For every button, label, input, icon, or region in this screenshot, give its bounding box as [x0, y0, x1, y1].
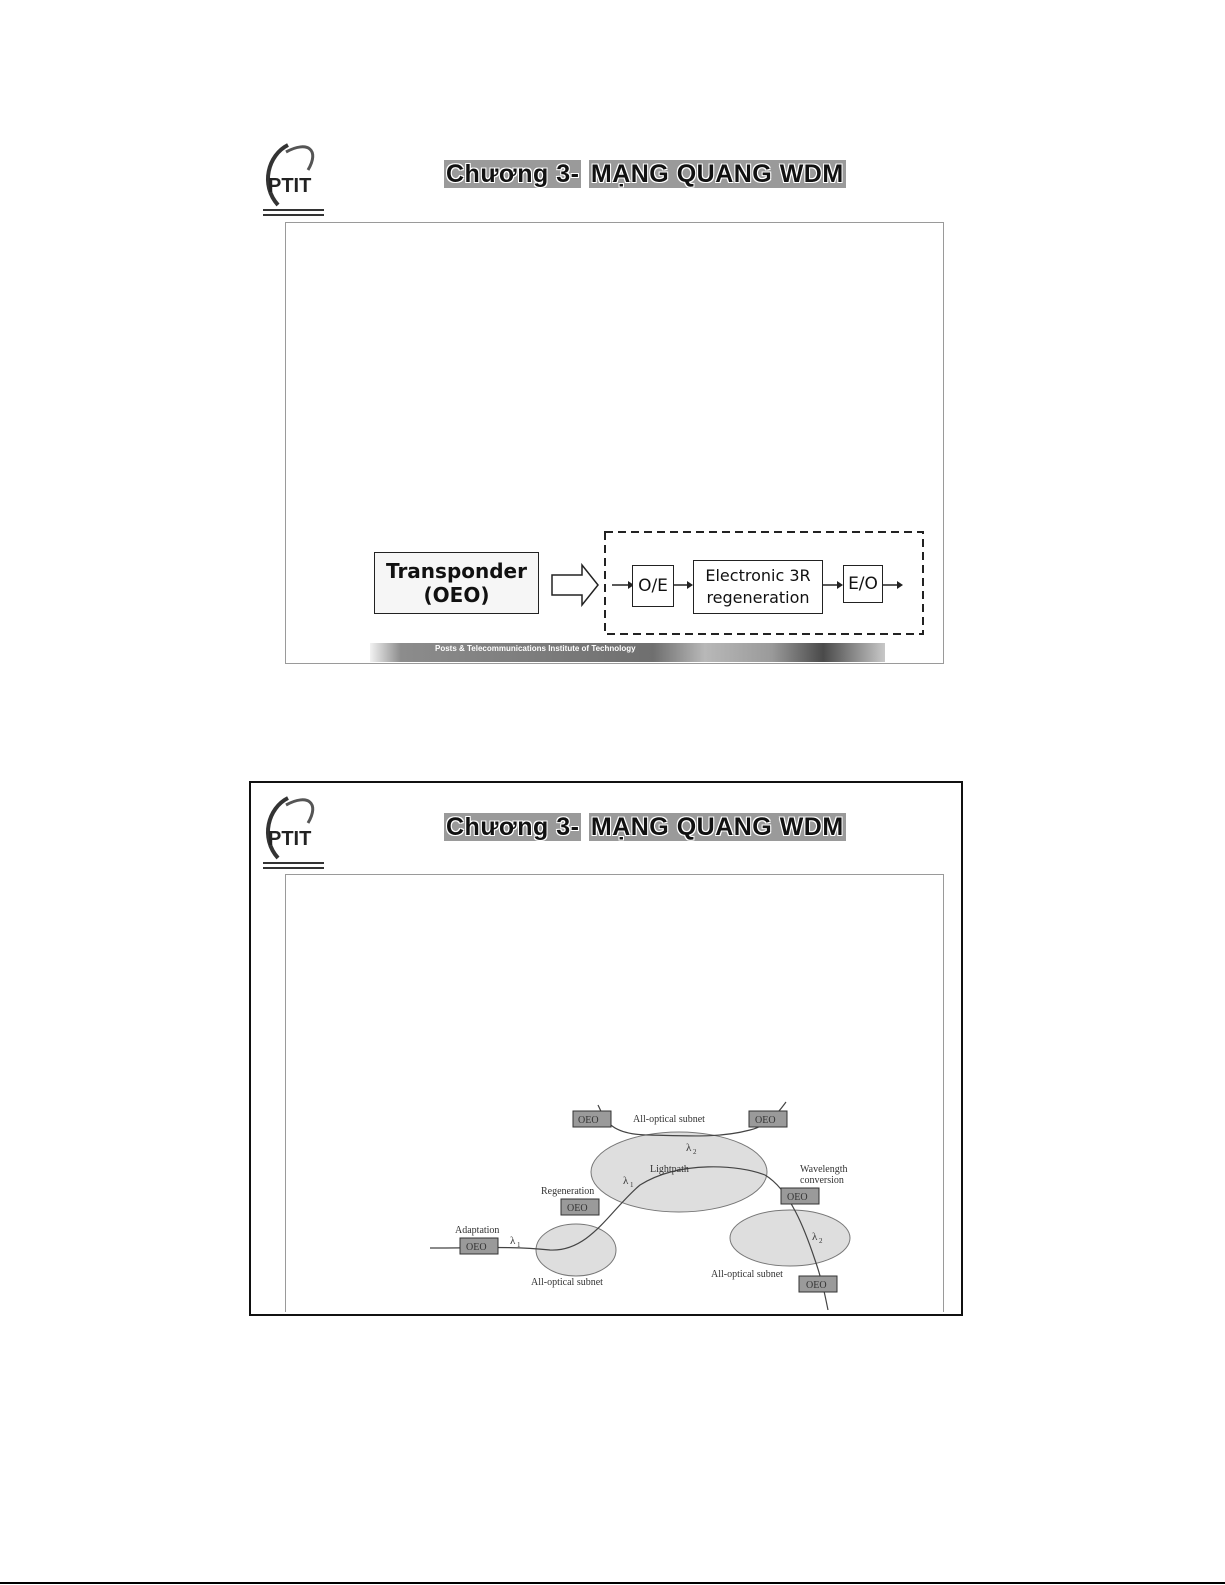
footer-text: Posts & Telecommunications Institute of Technology	[435, 644, 636, 653]
network-diagram-svg	[420, 1100, 870, 1310]
transponder-line2: (OEO)	[423, 583, 490, 607]
oe-box	[632, 565, 674, 607]
wavelength-label: Wavelength	[800, 1164, 848, 1175]
transponder-box	[374, 552, 539, 614]
conversion-label: conversion	[800, 1175, 844, 1186]
regen-line1: Electronic 3R	[705, 566, 811, 585]
oeo-label: OEO	[466, 1242, 487, 1253]
oeo-label: OEO	[578, 1115, 599, 1126]
slide-title	[444, 160, 846, 189]
title-highlight: MẠNG QUANG WDM	[590, 813, 844, 841]
ptit-logo-icon	[258, 793, 328, 873]
eo-label: E/O	[848, 574, 878, 594]
lambda1-sub: 1	[517, 1241, 521, 1249]
title-highlight: MẠNG QUANG WDM	[590, 160, 844, 188]
slide-title	[444, 813, 846, 842]
arrow-icon	[897, 581, 903, 589]
eo-box	[843, 565, 883, 603]
hollow-arrow-icon	[552, 565, 598, 605]
title-prefix: Chương 3-	[446, 813, 580, 841]
lambda2-sub: 2	[693, 1148, 697, 1156]
logo-text: PTIT	[268, 828, 312, 850]
subnet-right-ellipse	[730, 1210, 850, 1266]
adaptation-label: Adaptation	[455, 1225, 500, 1236]
regeneration-box	[693, 560, 823, 614]
oe-label: O/E	[638, 576, 668, 596]
lambda1-label: λ	[623, 1175, 629, 1187]
ptit-logo-icon	[258, 140, 328, 220]
all-optical-subnet-label: All-optical subnet	[531, 1277, 603, 1288]
transponder-line1: Transponder	[386, 559, 527, 583]
logo-text: PTIT	[268, 175, 312, 197]
lightpath-label: Lightpath	[650, 1164, 689, 1175]
lambda2-label: λ	[812, 1231, 818, 1243]
lambda2-sub: 2	[819, 1237, 823, 1245]
oeo-label: OEO	[806, 1280, 827, 1291]
oeo-label: OEO	[787, 1192, 808, 1203]
lambda1-sub: 1	[630, 1181, 634, 1189]
lambda2-label: λ	[686, 1142, 692, 1154]
all-optical-subnet-label: All-optical subnet	[711, 1269, 783, 1280]
regen-line2: regeneration	[706, 588, 810, 607]
oeo-label: OEO	[567, 1203, 588, 1214]
oeo-label: OEO	[755, 1115, 776, 1126]
lambda1-label: λ	[510, 1235, 516, 1247]
regeneration-label: Regeneration	[541, 1186, 595, 1197]
title-prefix: Chương 3-	[446, 160, 580, 188]
page-bottom-rule	[0, 1582, 1225, 1584]
all-optical-subnet-label: All-optical subnet	[633, 1114, 705, 1125]
